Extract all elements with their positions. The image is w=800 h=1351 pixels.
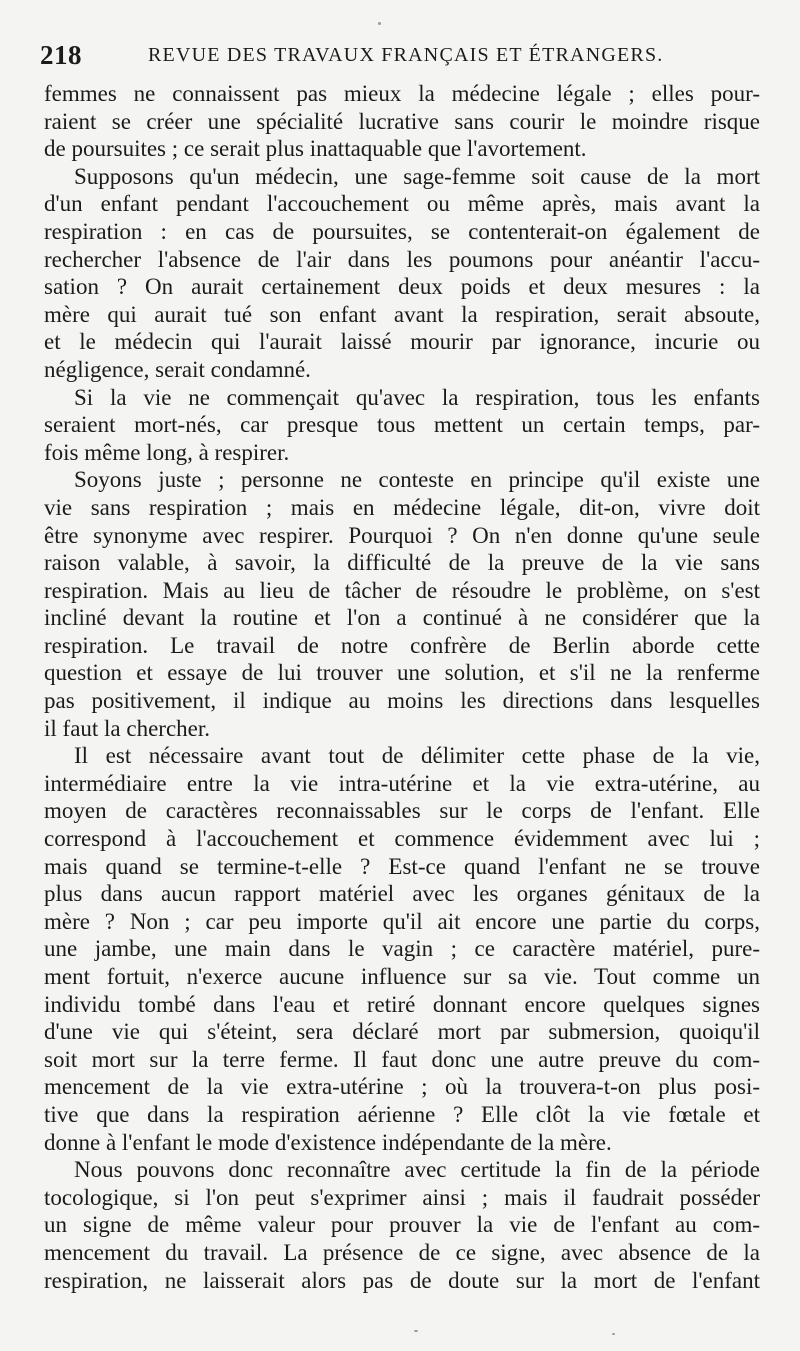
text-line: raison valable, à savoir, la difficulté de la preuve de la vie sans: [44, 550, 760, 576]
text-line: tive que dans la respiration aérienne ? Elle clôt la vie fœtale et: [44, 1101, 760, 1127]
page-header: [40, 40, 758, 76]
text-line: respiration. Mais au lieu de tâcher de résoudre le problème, on s'est: [44, 577, 760, 603]
text-line: tocologique, si l'on peut s'exprimer ainsi ; mais il faudrait posséder: [44, 1184, 760, 1210]
text-line: Supposons qu'un médecin, une sage-femme soit cause de la mort: [74, 163, 760, 189]
text-line: un signe de même valeur pour prouver la vie de l'enfant au com-: [44, 1212, 760, 1238]
text-line: moyen de caractères reconnaissables sur le corps de l'enfant. Elle: [44, 798, 760, 824]
text-line: plus dans aucun rapport matériel avec les organes génitaux de la: [44, 881, 760, 907]
text-line: raient se créer une spécialité lucrative sans courir le moindre risque: [44, 108, 760, 134]
text-line: intermédiaire entre la vie intra-utérine et la vie extra-utérine, au: [44, 770, 760, 796]
text-line: fois même long, à respirer.: [44, 439, 290, 465]
running-title: REVUE DES TRAVAUX FRANÇAIS ET ÉTRANGERS.: [148, 44, 664, 66]
text-line: respiration, ne laisserait alors pas de doute sur la mort de l'enfant: [44, 1267, 760, 1293]
text-line: de poursuites ; ce serait plus inattaquable que l'avortement.: [44, 136, 587, 162]
text-line: individu tombé dans l'eau et retiré donnant encore quelques signes: [44, 991, 760, 1017]
text-line: femmes ne connaissent pas mieux la médecine légale ; elles pour-: [44, 81, 760, 106]
text-line: mencement du travail. La présence de ce signe, avec absence de la: [44, 1239, 760, 1265]
text-line: Nous pouvons donc reconnaître avec certitude la fin de la période: [74, 1157, 760, 1183]
text-line: respiration : en cas de poursuites, se contenterait-on également de: [44, 218, 760, 244]
text-line: sation ? On aurait certainement deux poids et deux mesures : la: [44, 274, 760, 300]
text-line: Soyons juste ; personne ne conteste en principe qu'il existe une: [74, 467, 760, 493]
text-line: une jambe, une main dans le vagin ; ce caractère matériel, pure-: [44, 936, 760, 962]
print-speck: [414, 1330, 418, 1332]
text-line: vie sans respiration ; mais en médecine légale, dit-on, vivre doit: [44, 494, 760, 520]
text-line: négligence, serait condamné.: [44, 356, 311, 382]
text-line: pas positivement, il indique au moins les directions dans lesquelles: [44, 688, 760, 714]
text-line: mencement de la vie extra-utérine ; où la trouvera-t-on plus posi-: [44, 1074, 760, 1100]
text-line: il faut la chercher.: [44, 715, 211, 741]
text-line: incliné devant la routine et l'on a continué à ne considérer que la: [44, 605, 760, 631]
text-line: seraient mort-nés, car presque tous mettent un certain temps, par-: [44, 412, 760, 438]
text-line: être synonyme avec respirer. Pourquoi ? On n'en donne qu'une seule: [44, 522, 760, 548]
text-line: mais quand se termine-t-elle ? Est-ce quand l'enfant ne se trouve: [44, 853, 760, 879]
text-line: donne à l'enfant le mode d'existence indépendante de la mère.: [44, 1129, 612, 1155]
body-text: [44, 80, 760, 1294]
page-number: 218: [40, 40, 82, 70]
text-line: rechercher l'absence de l'air dans les poumons pour anéantir l'accu-: [44, 246, 760, 272]
text-line: mère ? Non ; car peu importe qu'il ait encore une partie du corps,: [44, 908, 760, 934]
text-line: Il est nécessaire avant tout de délimiter cette phase de la vie,: [74, 743, 760, 769]
print-speck: [378, 22, 381, 25]
text-line: d'une vie qui s'éteint, sera déclaré mort par submersion, quoiqu'il: [44, 1019, 760, 1045]
text-line: respiration. Le travail de notre confrère de Berlin aborde cette: [44, 632, 760, 658]
text-line: mère qui aurait tué son enfant avant la respiration, serait absoute,: [44, 301, 760, 327]
text-line: Si la vie ne commençait qu'avec la respiration, tous les enfants: [74, 384, 760, 410]
text-line: correspond à l'accouchement et commence évidemment avec lui ;: [44, 826, 760, 852]
text-line: et le médecin qui l'aurait laissé mourir par ignorance, incurie ou: [44, 329, 760, 355]
text-line: ment fortuit, n'exerce aucune influence sur sa vie. Tout comme un: [44, 964, 760, 989]
print-speck: [612, 1333, 615, 1335]
text-line: question et essaye de lui trouver une solution, et s'il ne la renferme: [44, 660, 760, 686]
text-line: soit mort sur la terre ferme. Il faut donc une autre preuve du com-: [44, 1046, 760, 1072]
text-line: d'un enfant pendant l'accouchement ou même après, mais avant la: [44, 191, 760, 217]
